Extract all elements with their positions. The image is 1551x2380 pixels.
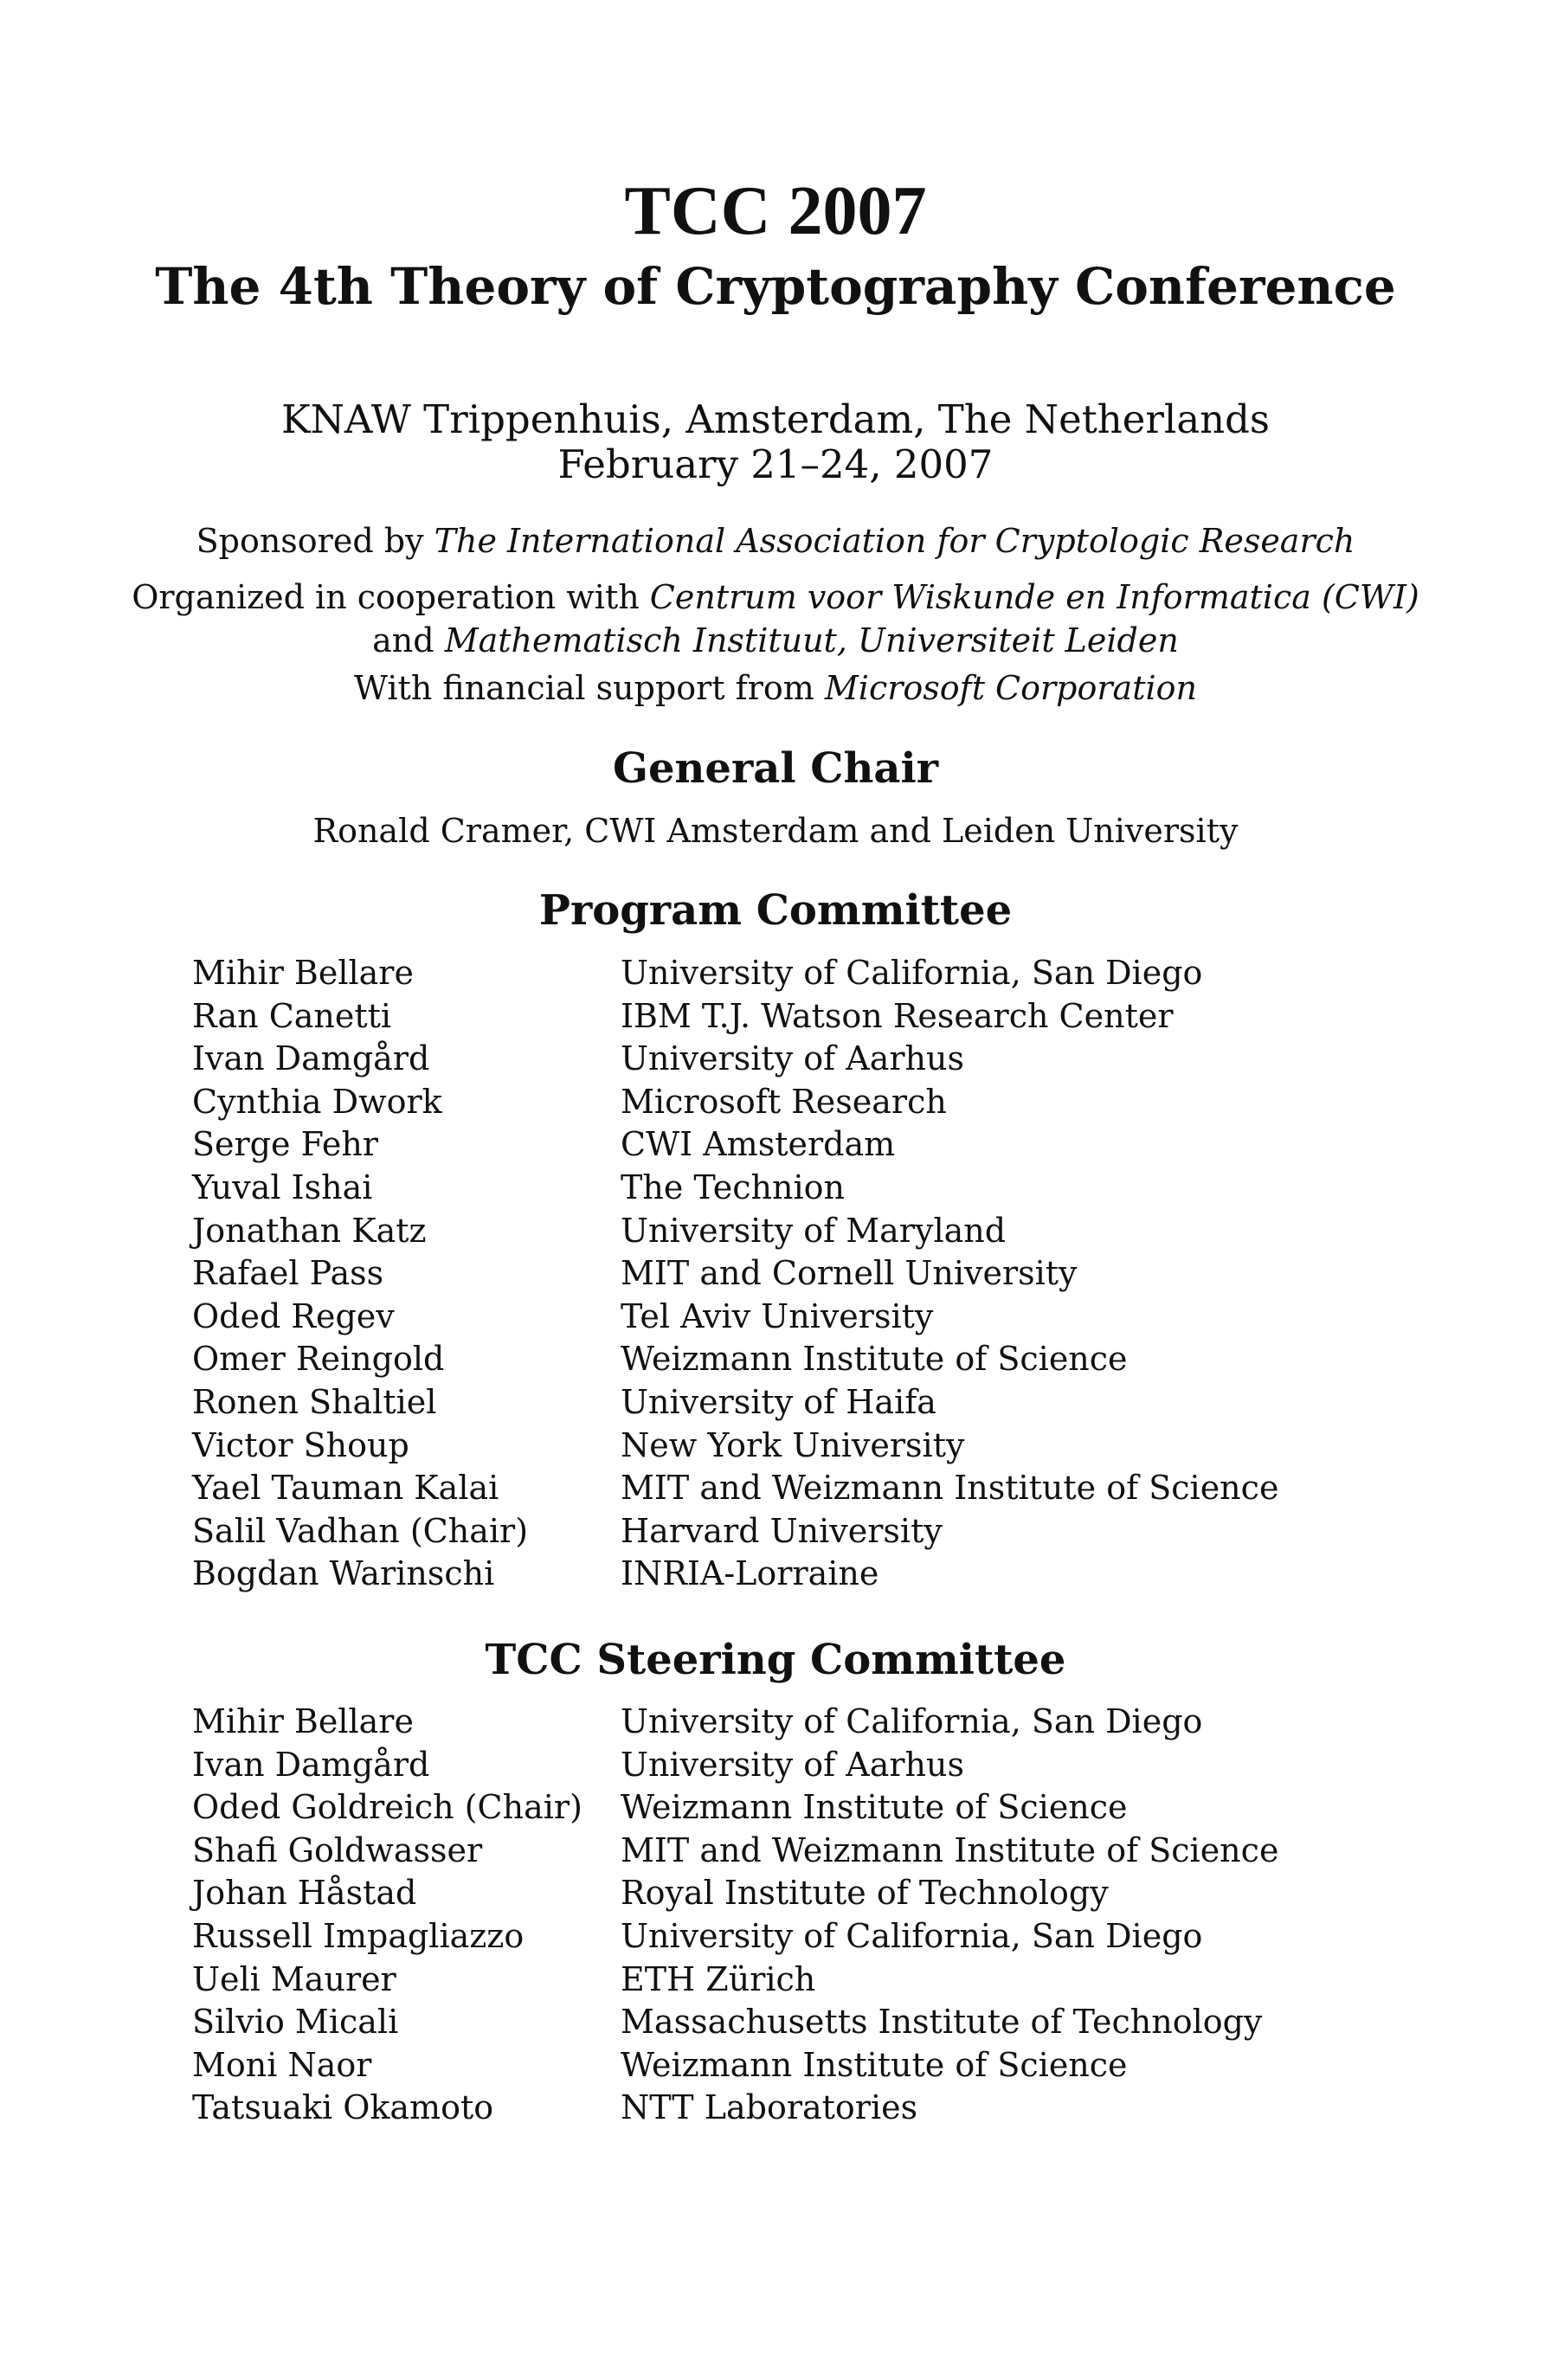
committee-member-row [192, 1510, 1490, 1553]
member-name: Omer Reingold [192, 1340, 445, 1379]
committee-member-row [192, 1252, 1490, 1296]
member-name: Rafael Pass [192, 1254, 384, 1293]
member-affiliation: MIT and Weizmann Institute of Science [621, 1469, 1279, 1508]
general-chair-heading: General Chair [612, 744, 939, 793]
sponsored-prefix: Sponsored by [196, 522, 434, 560]
sponsored-line [0, 519, 1551, 563]
committee-member-row [192, 1553, 1490, 1596]
member-affiliation: University of Aarhus [621, 1745, 964, 1784]
member-affiliation: University of Haifa [621, 1382, 936, 1421]
member-affiliation: University of California, San Diego [621, 954, 1203, 992]
organized-line [0, 576, 1551, 619]
member-affiliation: Royal Institute of Technology [621, 1874, 1109, 1913]
committee-member-row [192, 2087, 1490, 2130]
committee-member-row [192, 1038, 1490, 1081]
member-affiliation: University of Aarhus [621, 1039, 964, 1078]
support-org: Microsoft Corporation [824, 669, 1197, 707]
committee-member-row [192, 1381, 1490, 1425]
committee-member-row [192, 1123, 1490, 1167]
committee-member-row [192, 1959, 1490, 2002]
support-prefix: With financial support from [354, 669, 825, 707]
committee-member-row [192, 1210, 1490, 1253]
member-affiliation: IBM T.J. Watson Research Center [621, 996, 1174, 1035]
organized-org-leiden: Mathematisch Instituut, Universiteit Leiden [444, 621, 1179, 659]
committee-member-row [192, 1338, 1490, 1381]
sponsored-org: The International Association for Cryptologic Research [434, 522, 1355, 560]
committee-member-row [192, 995, 1490, 1039]
committee-member-row [192, 1701, 1490, 1744]
and-prefix: and [372, 621, 445, 659]
member-affiliation: Microsoft Research [621, 1082, 947, 1121]
committee-member-row [192, 1425, 1490, 1468]
member-name: Mihir Bellare [192, 954, 414, 992]
member-name: Yuval Ishai [192, 1167, 373, 1206]
program-committee-list [192, 952, 1490, 1596]
committee-member-row [192, 1872, 1490, 1915]
member-name: Ivan Damgård [192, 1039, 430, 1078]
committee-member-row [192, 1744, 1490, 1787]
committee-member-row [192, 1167, 1490, 1210]
committee-member-row [192, 2001, 1490, 2044]
general-chair-entry: Ronald Cramer, CWI Amsterdam and Leiden University [312, 812, 1239, 850]
member-name: Ueli Maurer [192, 1959, 396, 1998]
member-affiliation: MIT and Weizmann Institute of Science [621, 1830, 1279, 1869]
committee-member-row [192, 1296, 1490, 1339]
member-affiliation: University of California, San Diego [621, 1916, 1203, 1955]
member-affiliation: New York University [621, 1425, 965, 1464]
organized-prefix: Organized in cooperation with [132, 578, 650, 616]
member-name: Oded Regev [192, 1296, 395, 1335]
committee-member-row [192, 1830, 1490, 1873]
member-name: Cynthia Dwork [192, 1082, 442, 1121]
member-name: Serge Fehr [192, 1125, 378, 1164]
organized-line-2 [0, 619, 1551, 662]
member-affiliation: CWI Amsterdam [621, 1125, 896, 1164]
member-affiliation: Massachusetts Institute of Technology [621, 2003, 1263, 2042]
member-affiliation: ETH Zürich [621, 1959, 816, 1998]
committee-member-row [192, 952, 1490, 995]
member-name: Jonathan Katz [192, 1211, 427, 1250]
member-affiliation: INRIA-Lorraine [621, 1554, 879, 1593]
member-name: Tatsuaki Okamoto [192, 2088, 494, 2127]
page-title: TCC 2007 [624, 173, 927, 249]
member-name: Bogdan Warinschi [192, 1554, 495, 1593]
committee-member-row [192, 2044, 1490, 2087]
member-affiliation: Harvard University [621, 1511, 943, 1550]
member-name: Ivan Damgård [192, 1745, 430, 1784]
committee-member-row [192, 1786, 1490, 1830]
member-name: Oded Goldreich (Chair) [192, 1788, 582, 1827]
member-affiliation: University of Maryland [621, 1211, 1007, 1250]
member-affiliation: Weizmann Institute of Science [621, 1340, 1128, 1379]
member-affiliation: Weizmann Institute of Science [621, 2045, 1128, 2084]
member-affiliation: MIT and Cornell University [621, 1254, 1078, 1293]
member-affiliation: NTT Laboratories [621, 2088, 918, 2127]
member-name: Mihir Bellare [192, 1702, 414, 1740]
member-name: Salil Vadhan (Chair) [192, 1511, 529, 1550]
member-affiliation: The Technion [621, 1167, 846, 1206]
venue-dates: February 21–24, 2007 [557, 441, 994, 487]
member-name: Yael Tauman Kalai [192, 1469, 499, 1508]
member-affiliation: University of California, San Diego [621, 1702, 1203, 1740]
committee-member-row [192, 1081, 1490, 1124]
venue-location: KNAW Trippenhuis, Amsterdam, The Netherlands [280, 396, 1271, 442]
member-affiliation: Weizmann Institute of Science [621, 1788, 1128, 1827]
member-name: Russell Impagliazzo [192, 1916, 525, 1955]
program-committee-heading: Program Committee [538, 886, 1013, 935]
member-name: Victor Shoup [192, 1425, 409, 1464]
committee-member-row [192, 1915, 1490, 1959]
steering-committee-list [192, 1701, 1490, 2130]
support-line [0, 666, 1551, 710]
member-name: Ran Canetti [192, 996, 392, 1035]
member-name: Ronen Shaltiel [192, 1382, 437, 1421]
steering-committee-heading: TCC Steering Committee [485, 1636, 1066, 1684]
member-name: Silvio Micali [192, 2003, 399, 2042]
member-affiliation: Tel Aviv University [621, 1296, 934, 1335]
member-name: Shafi Goldwasser [192, 1830, 483, 1869]
organized-org-cwi: Centrum voor Wiskunde en Informatica (CWI) [649, 578, 1419, 616]
member-name: Moni Naor [192, 2045, 372, 2084]
committee-member-row [192, 1467, 1490, 1510]
page-subtitle: The 4th Theory of Cryptography Conference [155, 257, 1396, 316]
member-name: Johan Håstad [192, 1874, 417, 1913]
